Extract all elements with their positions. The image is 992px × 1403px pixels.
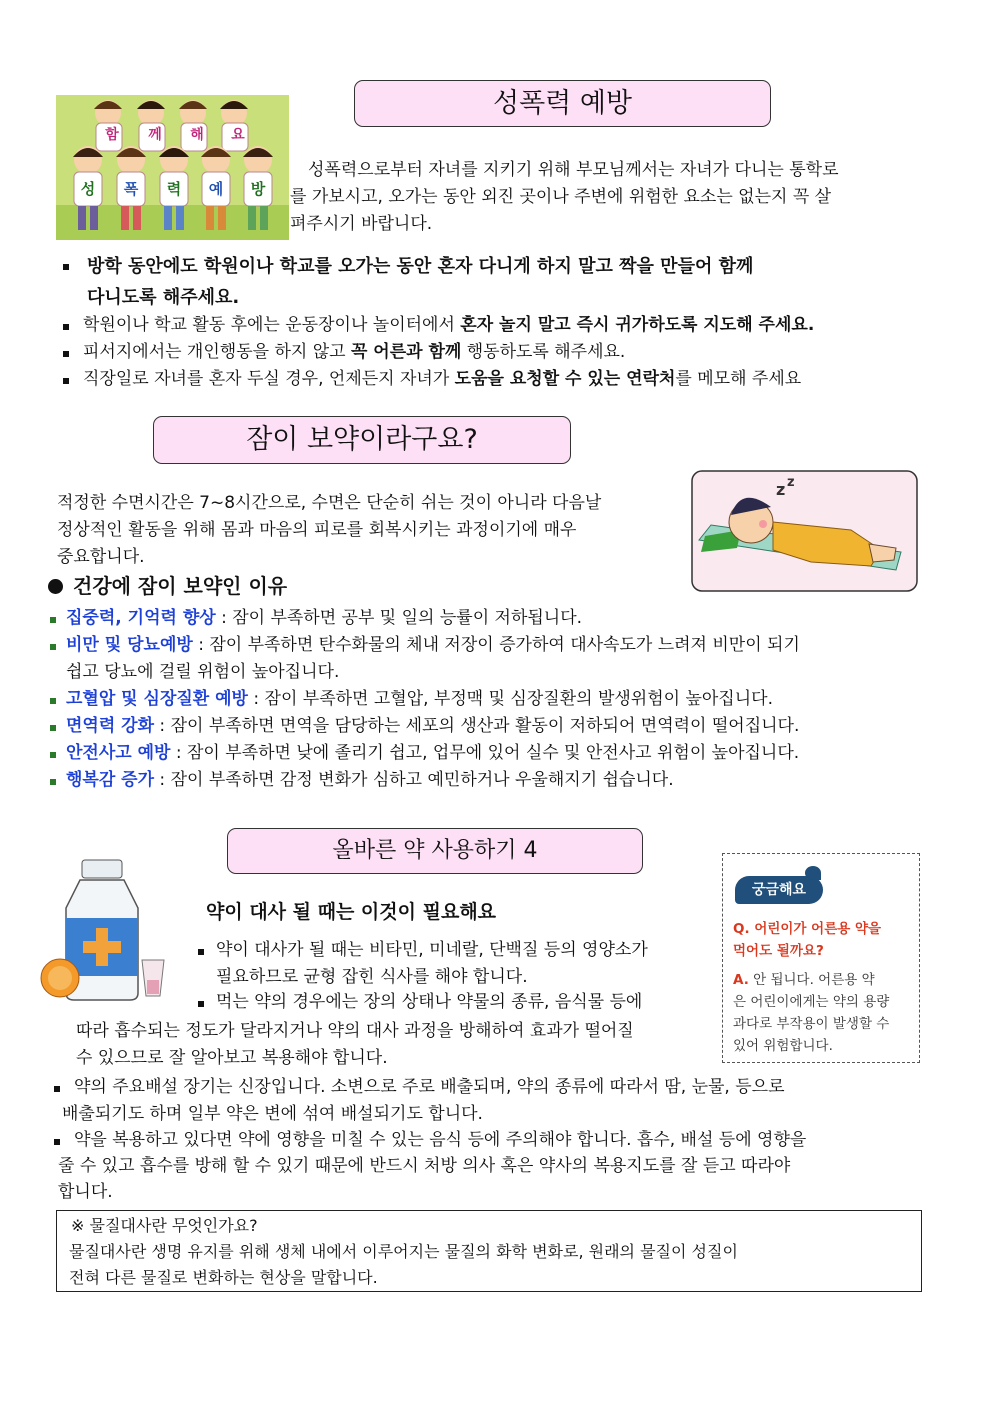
bullet-text: 방학 동안에도 학원이나 학교를 오가는 동안 혼자 다니게 하지 말고 짝을 만들어 함께 <box>87 256 754 277</box>
faq-answer: A. 안 됩니다. 어른용 약 은 어린이에게는 약의 용량 과다로 부작용이 발생할 수 있어 위험합니다. <box>733 972 890 1054</box>
illustration-bottom-letter: 방 <box>250 180 266 198</box>
illustration-bottom-letter: 예 <box>208 180 224 198</box>
faq-question: Q. 어린이가 어른용 약을 먹어도 될까요? <box>733 921 882 959</box>
bullet-marker <box>54 1086 60 1092</box>
section-title-sexual-violence: 성폭력 예방 <box>354 80 771 127</box>
illustration-bottom-letter: 폭 <box>123 180 139 198</box>
medicine-text: 배출되기도 하며 일부 약은 변에 섞여 배설되기도 합니다. <box>62 1104 483 1124</box>
reason-item-continued: 쉽고 당뇨에 걸릴 위험이 높아집니다. <box>66 662 340 682</box>
bullet-marker <box>50 644 56 650</box>
illustration-bottom-letter: 력 <box>166 180 182 198</box>
kids-illustration <box>56 95 289 240</box>
medicine-text: 약을 복용하고 있다면 약에 영향을 미칠 수 있는 음식 등에 주의해야 합니다. 흡수, 배설 등에 영향을 <box>74 1130 807 1150</box>
bullet-text: 피서지에서는 개인행동을 하지 않고 꼭 어른과 함께 행동하도록 해주세요. <box>83 342 626 362</box>
bullet-marker <box>198 949 204 955</box>
intro-text: 펴주시기 바랍니다. <box>290 214 433 234</box>
illustration-bottom-letter: 성 <box>80 180 96 198</box>
note-text: 전혀 다른 물질로 변화하는 현상을 말합니다. <box>69 1268 378 1287</box>
bullet-marker <box>198 1001 204 1007</box>
medicine-bottle-illustration <box>40 858 170 1008</box>
bullet-marker <box>50 617 56 623</box>
medicine-text: 필요하므로 균형 잡힌 식사를 해야 합니다. <box>216 967 528 987</box>
bullet-marker <box>54 1139 60 1145</box>
bullet-marker <box>63 324 69 330</box>
svg-text:z: z <box>776 480 786 499</box>
medicine-text: 따라 흡수되는 정도가 달라지거나 약의 대사 과정을 방해하여 효과가 떨어질 <box>76 1021 634 1041</box>
reason-item: 행복감 증가 : 잠이 부족하면 감정 변화가 심하고 예민하거나 우울해지기 쉽습니다. <box>66 770 674 790</box>
faq-badge-tail-icon <box>805 866 821 880</box>
intro-text: 성폭력으로부터 자녀를 지키기 위해 부모님께서는 자녀가 다니는 통학로 <box>308 160 839 180</box>
intro-text: 를 가보시고, 오가는 동안 외진 곳이나 주변에 위험한 요소는 없는지 꼭 살 <box>290 187 832 207</box>
note-title: ※ 물질대사란 무엇인가요? <box>71 1216 258 1235</box>
illustration-top-letter: 께 <box>148 127 162 143</box>
bullet-text: 직장일로 자녀를 혼자 두실 경우, 언제든지 자녀가 도움을 요청할 수 있는 연락처를 메모해 주세요 <box>83 369 802 389</box>
bullet-marker <box>50 698 56 704</box>
medicine-text: 약의 주요배설 장기는 신장입니다. 소변으로 주로 배출되며, 약의 종류에 따라서 땀, 눈물, 등으로 <box>74 1077 785 1097</box>
bullet-marker <box>50 779 56 785</box>
reason-item: 고혈압 및 심장질환 예방 : 잠이 부족하면 고혈압, 부정맥 및 심장질환의 발생위험이 높아집니다. <box>66 689 773 709</box>
bullet-dot-icon <box>48 579 63 594</box>
section-title-medicine: 올바른 약 사용하기 4 <box>227 828 643 874</box>
sleep-subhead: 건강에 잠이 보약인 이유 <box>48 571 287 601</box>
sleeping-child-illustration <box>691 470 918 592</box>
reason-item: 집중력, 기억력 향상 : 잠이 부족하면 공부 및 일의 능률이 저하됩니다. <box>66 608 583 628</box>
reason-item: 안전사고 예방 : 잠이 부족하면 낮에 졸리기 쉽고, 업무에 있어 실수 및 안전사고 위험이 높아집니다. <box>66 743 800 763</box>
faq-badge: 궁금해요 <box>735 876 823 904</box>
medicine-text: 줄 수 있고 흡수를 방해 할 수 있기 때문에 반드시 처방 의사 혹은 약사의 복용지도를 잘 듣고 따라야 <box>58 1156 791 1176</box>
bullet-text: 학원이나 학교 활동 후에는 운동장이나 놀이터에서 혼자 놀지 말고 즉시 귀가하도록 지도해 주세요. <box>83 315 815 335</box>
illustration-top-letter: 해 <box>190 127 204 143</box>
medicine-subhead: 약이 대사 될 때는 이것이 필요해요 <box>206 901 497 923</box>
reason-item: 비만 및 당뇨예방 : 잠이 부족하면 탄수화물의 체내 저장이 증가하여 대사속도가 느려져 비만이 되기 <box>66 635 800 655</box>
svg-text:z: z <box>787 475 795 490</box>
bullet-marker <box>63 264 69 270</box>
bullet-marker <box>50 725 56 731</box>
illustration-top-letter: 함 <box>105 127 119 143</box>
illustration-top-letter: 요 <box>231 127 245 143</box>
faq-box <box>722 853 920 1063</box>
bullet-marker <box>63 351 69 357</box>
medicine-text: 합니다. <box>58 1182 113 1202</box>
intro-text: 정상적인 활동을 위해 몸과 마음의 피로를 회복시키는 과정이기에 매우 <box>57 520 577 540</box>
intro-text: 중요합니다. <box>57 547 145 567</box>
section-title-sleep: 잠이 보약이라구요? <box>153 416 571 464</box>
metabolism-note-box <box>56 1210 922 1292</box>
bullet-marker <box>50 752 56 758</box>
kids-image <box>56 95 289 240</box>
medicine-text: 약이 대사가 될 때는 비타민, 미네랄, 단백질 등의 영양소가 <box>216 940 648 960</box>
bullet-marker <box>63 378 69 384</box>
note-text: 물질대사란 생명 유지를 위해 생체 내에서 이루어지는 물질의 화학 변화로, 원래의 물질이 성질이 <box>69 1242 738 1261</box>
bottle-image <box>40 858 170 1008</box>
medicine-text: 먹는 약의 경우에는 장의 상태나 약물의 종류, 음식물 등에 <box>216 992 643 1012</box>
bullet-text: 다니도록 해주세요. <box>87 287 240 308</box>
reason-item: 면역력 강화 : 잠이 부족하면 면역을 담당하는 세포의 생산과 활동이 저하되어 면역력이 떨어집니다. <box>66 716 800 736</box>
sleeping-image <box>691 470 918 592</box>
medicine-text: 수 있으므로 잘 알아보고 복용해야 합니다. <box>76 1048 388 1068</box>
intro-text: 적정한 수면시간은 7~8시간으로, 수면은 단순히 쉬는 것이 아니라 다음날 <box>57 493 602 513</box>
